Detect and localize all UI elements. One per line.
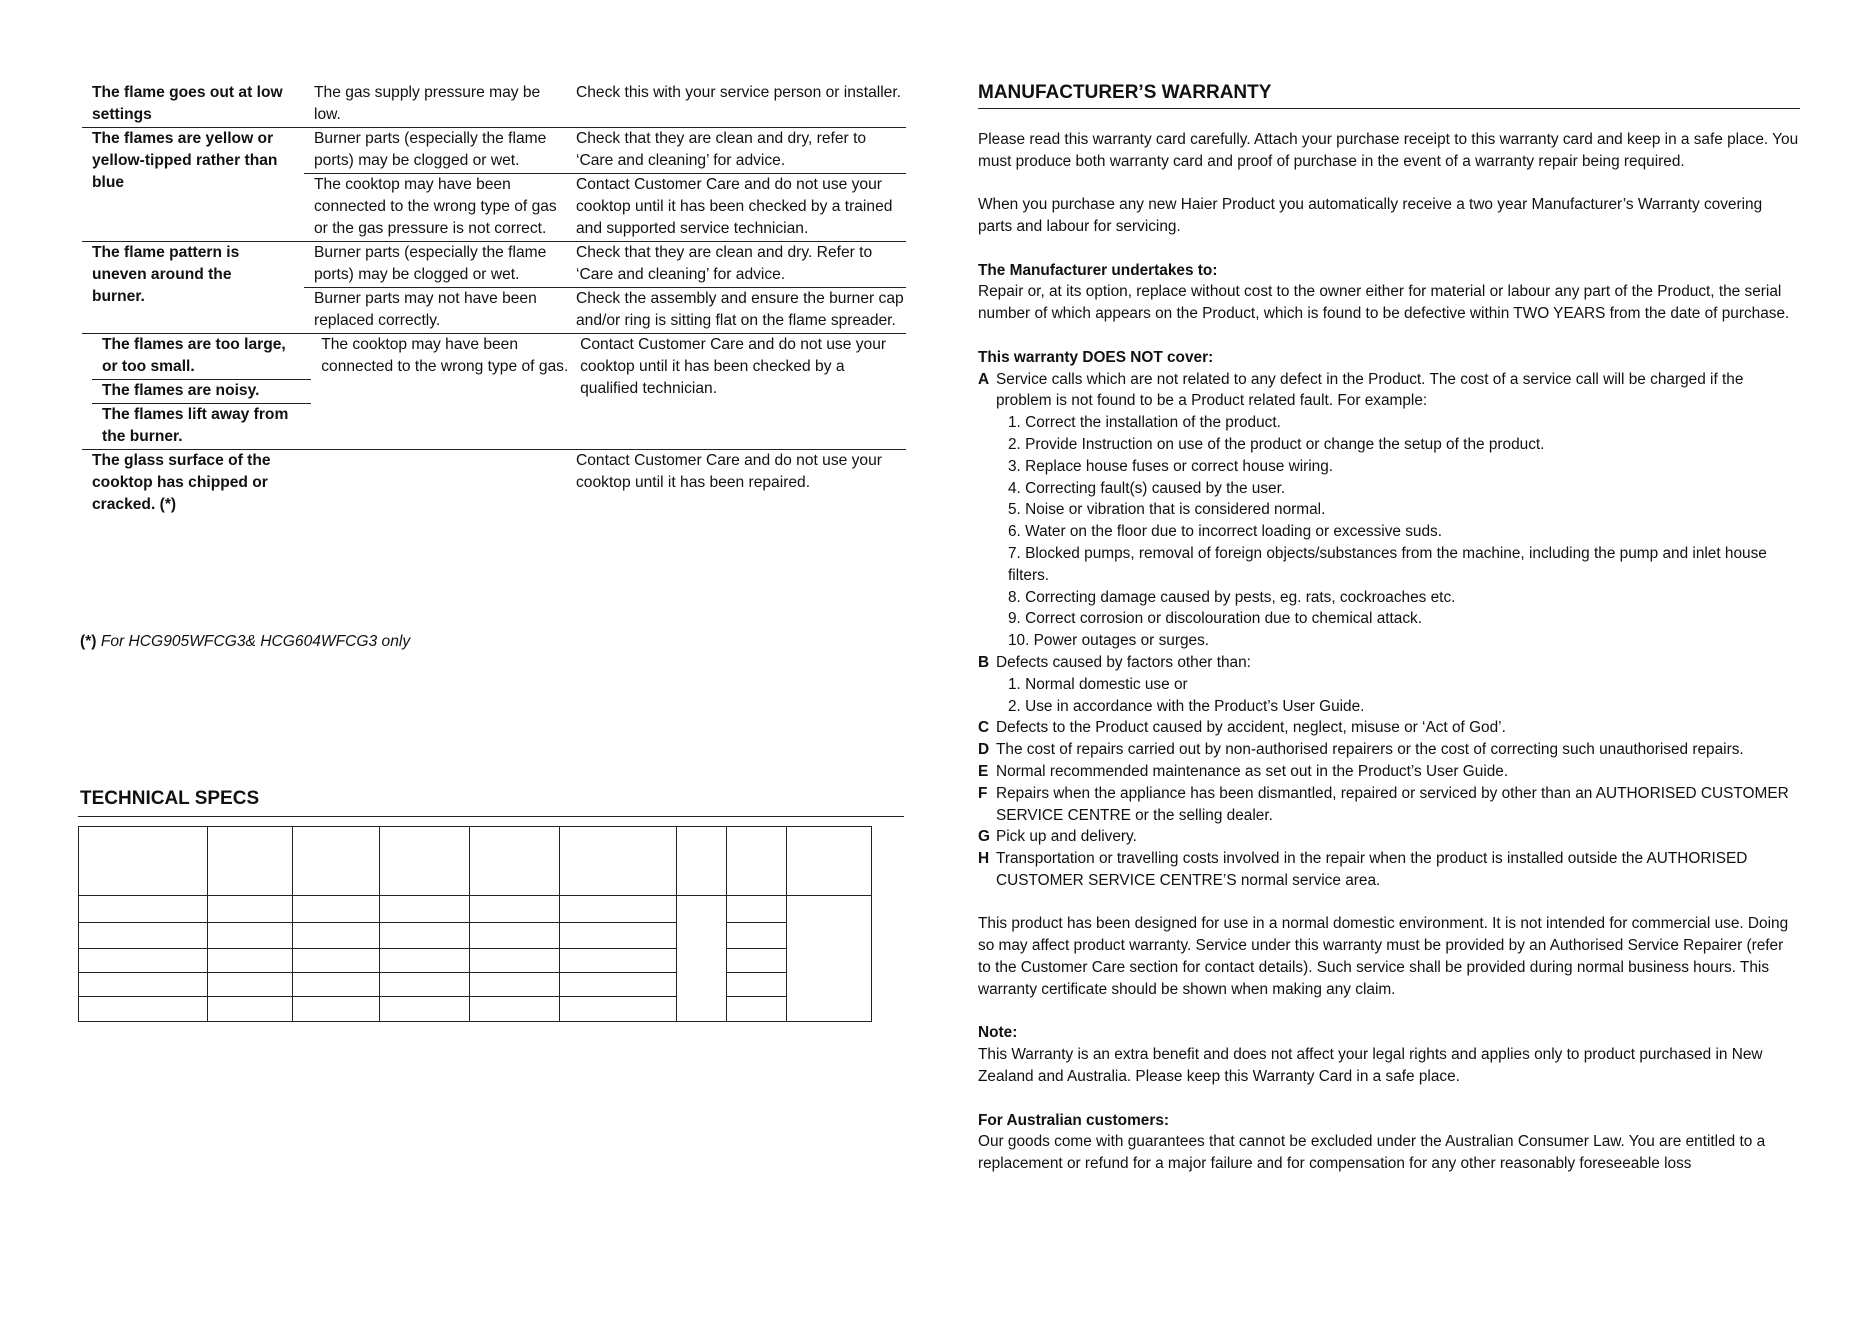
problem-subcell: [92, 379, 311, 403]
cause-cell: The cooktop may have been connected to the wrong type of gas.: [321, 336, 569, 375]
exclusion-text: Repairs when the appliance has been dismantled, repaired or serviced by other than an AUTHORISED CUSTOMER SERVICE CENTRE or the selling dealer.: [996, 784, 1789, 824]
technical-specs-table: [78, 826, 872, 1022]
problem-text: burner.: [92, 288, 145, 305]
problem-text: The glass surface of the: [92, 452, 271, 469]
solution-cell: Check that they are clean and dry. Refer to ‘Care and cleaning’ for advice.: [576, 244, 873, 283]
exclusion-letter: C: [978, 719, 990, 737]
problem-text: uneven around the: [92, 266, 232, 283]
exclusion-subitem: 4. Correcting fault(s) caused by the user.: [1008, 479, 1286, 497]
undertakes-text: Repair or, at its option, replace without cost to the owner either for material or labour any part of the Product, the serial number of which appears on the Product, which is found to be defective within TWO YEARS from the date of purchase.: [978, 283, 1790, 323]
problem-text: the burner.: [102, 428, 183, 445]
solution-cell: Contact Customer Care and do not use your cooktop until it has been repaired.: [576, 452, 882, 491]
exclusion-item: [978, 783, 1800, 827]
row-line: [79, 948, 676, 949]
footnote-mark: (*): [80, 633, 97, 650]
note-heading: Note:: [978, 1024, 1018, 1042]
section-divider: [78, 816, 904, 817]
row-line: [726, 972, 786, 973]
table-row: [82, 333, 906, 449]
exclusion-item: [978, 848, 1800, 892]
exclusion-text: Service calls which are not related to any defect in the Product. The cost of a service call will be charged if the problem is not found to be a Product related fault. For example:: [996, 370, 1744, 410]
row-line: [79, 996, 676, 997]
table-row: [82, 82, 906, 127]
solution-cell: Check this with your service person or installer.: [576, 84, 902, 101]
note-text: This Warranty is an extra benefit and does not affect your legal rights and applies only to product purchased in New Zealand and Australia. Please keep this Warranty Card in a safe place.: [978, 1046, 1763, 1086]
australian-customers-heading: For Australian customers:: [978, 1111, 1169, 1129]
exclusion-letter: H: [978, 850, 990, 868]
cause-group: [304, 128, 906, 241]
cause-cell: Burner parts may not have been replaced correctly.: [314, 290, 537, 329]
table-subrow: [304, 128, 906, 173]
exclusion-subitem: 5. Noise or vibration that is considered normal.: [1008, 501, 1326, 519]
footnote-text: For HCG905WFCG3& HCG604WFCG3 only: [100, 633, 411, 650]
column-divider: [559, 827, 560, 1021]
exclusion-item: [978, 652, 1800, 674]
cause-group: [304, 242, 906, 333]
exclusion-subitem: 9. Correct corrosion or discolouration due to chemical attack.: [1008, 610, 1423, 628]
solution-cell: Check the assembly and ensure the burner cap and/or ring is sitting flat on the flame spreader.: [576, 290, 904, 329]
exclusion-item: [978, 717, 1800, 739]
exclusion-text: The cost of repairs carried out by non-authorised repairers or the cost of correcting such unauthorised repairs.: [996, 741, 1744, 759]
solution-cell: Check that they are clean and dry, refer to ‘Care and cleaning’ for advice.: [576, 130, 867, 169]
problem-text: The flames are too large,: [102, 336, 286, 353]
exclusion-subitem: 2. Use in accordance with the Product’s User Guide.: [1008, 697, 1365, 715]
australian-customers-text: Our goods come with guarantees that cannot be excluded under the Australian Consumer Law. You are entitled to a replacement or refund for a major failure and for compensation for any other reasonably foreseeable loss: [978, 1133, 1766, 1173]
exclusion-letter: D: [978, 741, 990, 759]
column-divider: [207, 827, 208, 1021]
footnote: [80, 633, 410, 651]
undertakes-heading: The Manufacturer undertakes to:: [978, 261, 1218, 279]
exclusion-item: [978, 761, 1800, 783]
technical-specs-title: TECHNICAL SPECS: [80, 788, 260, 809]
row-line: [726, 922, 786, 923]
cause-cell: The gas supply pressure may be low.: [314, 84, 541, 123]
solution-cell: Contact Customer Care and do not use your cooktop until it has been checked by a trained and supported service technician.: [576, 176, 893, 237]
column-divider: [469, 827, 470, 1021]
column-divider: [676, 827, 677, 1021]
table-row: [82, 241, 906, 333]
warranty-intro: When you purchase any new Haier Product you automatically receive a two year Manufacturer’s Warranty covering parts and labour for servicing.: [978, 196, 1763, 235]
row-line: [726, 996, 786, 997]
problem-text: The flames are noisy.: [102, 382, 260, 399]
not-cover-heading: This warranty DOES NOT cover:: [978, 348, 1214, 366]
problem-text: settings: [92, 106, 152, 123]
warranty-intro: Please read this warranty card carefully. Attach your purchase receipt to this warranty card and keep in a safe place. You must produce both warranty card and proof of purchase in the event of a warranty repair being required.: [978, 130, 1799, 170]
problem-text: cooktop has chipped or: [92, 474, 268, 491]
cause-cell: [304, 450, 566, 517]
exclusion-subitem: 10. Power outages or surges.: [1008, 632, 1210, 650]
problem-text: cracked. (*): [92, 496, 177, 513]
problem-cell: [82, 242, 304, 333]
table-row: [82, 127, 906, 241]
table-header-line: [79, 895, 871, 896]
table-row: [82, 449, 906, 517]
exclusion-text: Normal recommended maintenance as set out in the Product’s User Guide.: [996, 762, 1509, 780]
problem-cell: [82, 450, 304, 517]
problem-text: The flame pattern is: [92, 244, 240, 261]
problem-text: The flame goes out at low: [92, 84, 283, 101]
cause-cell: Burner parts (especially the flame ports) may be clogged or wet.: [314, 130, 547, 169]
column-divider: [726, 827, 727, 1021]
problem-cell: [82, 82, 304, 127]
row-line: [79, 972, 676, 973]
exclusion-letter: G: [978, 828, 990, 846]
domestic-use-text: This product has been designed for use in a normal domestic environment. It is not intended for commercial use. Doing so may affect product warranty. Service under this warranty must be provided by an Authorised Service Repairer (refer to the Customer Care section for contact details). Such service shall be provided during normal business hours. This warranty certificate should be shown when making any claim.: [978, 915, 1789, 998]
exclusion-text: Pick up and delivery.: [996, 828, 1137, 846]
problem-cell: [82, 128, 304, 241]
exclusion-subitem: 2. Provide Instruction on use of the product or change the setup of the product.: [1008, 435, 1545, 453]
table-subrow: [304, 287, 906, 333]
exclusion-letter: F: [978, 784, 988, 802]
column-divider: [786, 827, 787, 1021]
problem-text: blue: [92, 174, 125, 191]
warranty-title: MANUFACTURER’S WARRANTY: [978, 82, 1800, 109]
problem-subcell: [92, 403, 311, 449]
exclusion-subitem: 3. Replace house fuses or correct house wiring.: [1008, 457, 1334, 475]
exclusion-item: [978, 739, 1800, 761]
problem-text: The flames lift away from: [102, 406, 289, 423]
column-divider: [379, 827, 380, 1021]
solution-cell: Contact Customer Care and do not use your cooktop until it has been checked by a qualified technician.: [580, 336, 887, 397]
exclusion-text: Transportation or travelling costs involved in the repair when the product is installed outside the AUTHORISED CUSTOMER SERVICE CENTRE’S normal service area.: [996, 850, 1748, 889]
problem-subcell: [92, 334, 311, 379]
exclusion-item: [978, 369, 1800, 413]
row-line: [726, 948, 786, 949]
problem-text: The flames are yellow or: [92, 130, 274, 147]
troubleshooting-table: [82, 82, 906, 517]
problem-text: yellow-tipped rather than: [92, 152, 278, 169]
warranty-section: [978, 82, 1800, 1197]
exclusion-text: Defects to the Product caused by accident, neglect, misuse or ‘Act of God’.: [996, 719, 1506, 737]
problem-text: or too small.: [102, 358, 195, 375]
exclusion-subitem: 1. Normal domestic use or: [1008, 675, 1188, 693]
row-line: [79, 922, 676, 923]
cause-cell: Burner parts (especially the flame ports) may be clogged or wet.: [314, 244, 547, 283]
exclusion-subitem: 1. Correct the installation of the product.: [1008, 414, 1281, 432]
exclusion-letter: A: [978, 370, 990, 388]
exclusions-list: [978, 369, 1800, 892]
table-subrow: [304, 242, 906, 287]
cause-cell: The cooktop may have been connected to the wrong type of gas or the gas pressure is not correct.: [314, 176, 557, 237]
exclusion-letter: E: [978, 762, 989, 780]
table-subrow: [304, 173, 906, 241]
exclusion-text: Defects caused by factors other than:: [996, 653, 1251, 671]
exclusion-letter: B: [978, 653, 990, 671]
exclusion-item: [978, 826, 1800, 848]
problem-cell: [82, 334, 311, 449]
exclusion-subitem: 8. Correcting damage caused by pests, eg. rats, cockroaches etc.: [1008, 588, 1456, 606]
exclusion-subitem: 7. Blocked pumps, removal of foreign objects/substances from the machine, including the pump and inlet house filters.: [1008, 544, 1767, 584]
exclusion-subitem: 6. Water on the floor due to incorrect loading or excessive suds.: [1008, 523, 1443, 541]
column-divider: [292, 827, 293, 1021]
